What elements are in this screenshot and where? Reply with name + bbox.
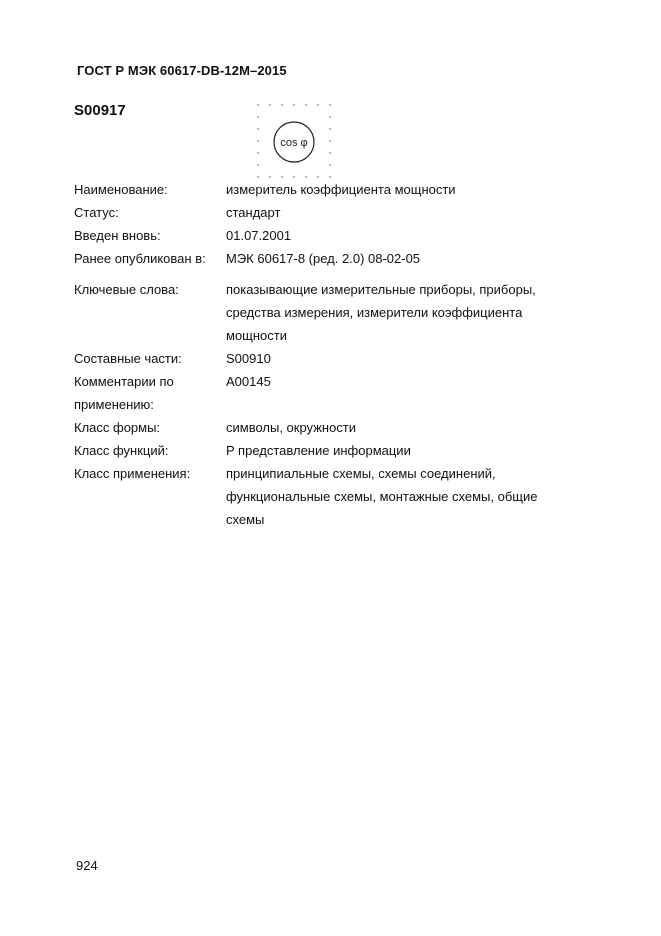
field-value [226,462,574,531]
value-line: схемы [226,512,265,527]
field-row-keywords [74,278,574,347]
field-label: Класс функций: [74,443,169,458]
field-row-published [74,247,574,270]
field-label: Статус: [74,205,119,220]
field-label: Класс формы: [74,420,161,435]
field-row-shape-class [74,416,574,439]
field-row-function-class [74,439,574,462]
field-value [226,370,574,416]
value-line: 01.07.2001 [226,228,292,243]
field-label: Класс применения: [74,466,191,481]
document-header: ГОСТ Р МЭК 60617-DB-12M–2015 [77,63,287,78]
field-list [74,178,574,531]
field-label [74,370,226,416]
field-row-application-class [74,462,574,531]
value-line: A00145 [226,374,271,389]
value-line: функциональные схемы, монтажные схемы, общие [226,489,538,504]
field-row-name [74,178,574,201]
field-value [226,178,574,201]
label-line: применению: [74,397,154,412]
symbol-figure-text: cos φ [280,137,308,149]
field-value [226,247,574,270]
field-label: Наименование: [74,182,168,197]
field-label: Составные части: [74,351,182,366]
field-row-status [74,201,574,224]
page-number: 924 [76,858,98,873]
field-value [226,347,574,370]
label-line: Комментарии по [74,374,174,389]
symbol-figure [255,103,335,179]
value-line: стандарт [226,205,281,220]
value-line: принципиальные схемы, схемы соединений, [226,466,496,481]
symbol-code: S00917 [74,102,126,119]
field-label: Ранее опубликован в: [74,251,206,266]
value-line: S00910 [226,351,271,366]
field-row-comments [74,370,574,416]
value-line: P представление информации [226,443,411,458]
value-line: символы, окружности [226,420,357,435]
field-row-introduced [74,224,574,247]
value-line: МЭК 60617-8 (ред. 2.0) 08-02-05 [226,251,421,266]
field-label: Введен вновь: [74,228,161,243]
field-row-components [74,347,574,370]
value-line: средства измерения, измерители коэффициента [226,305,523,320]
field-value [226,224,574,247]
field-value [226,416,574,439]
field-value [226,201,574,224]
value-line: показывающие измерительные приборы, приборы, [226,282,536,297]
value-line: измеритель коэффициента мощности [226,182,456,197]
value-line: мощности [226,328,287,343]
field-label: Ключевые слова: [74,282,179,297]
field-value [226,439,574,462]
field-value [226,278,574,347]
